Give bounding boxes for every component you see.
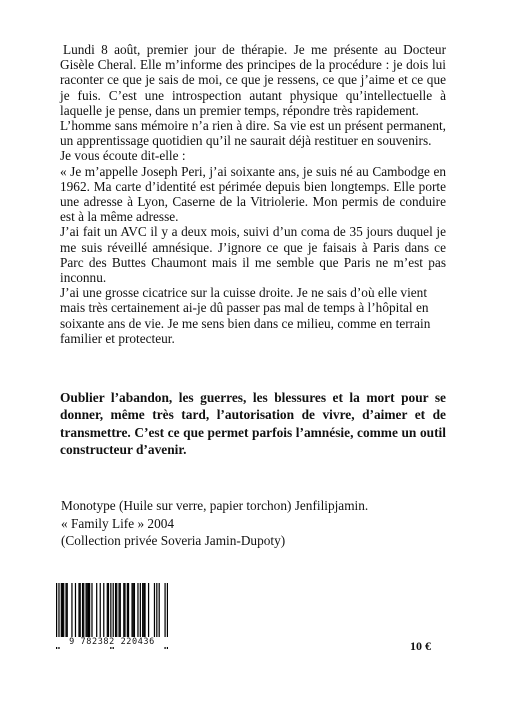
barcode-bar	[156, 583, 157, 638]
artwork-credits	[61, 497, 441, 550]
credit-line-collection: (Collection privée Soveria Jamin-Dupoty)	[61, 533, 286, 548]
barcode-bar	[96, 583, 97, 638]
barcode-bar	[80, 583, 81, 638]
barcode-bar	[61, 583, 62, 638]
barcode-bar	[108, 583, 109, 638]
barcode-bar	[85, 583, 86, 638]
barcode-bar	[137, 583, 138, 638]
barcode-bar	[123, 583, 124, 638]
barcode-bar	[67, 583, 68, 638]
barcode-bar	[75, 583, 76, 638]
barcode-bar	[133, 583, 134, 638]
barcode-bar	[63, 583, 64, 638]
paragraph-listen: Je vous écoute dit-elle :	[60, 148, 186, 164]
barcode-bar	[115, 583, 116, 638]
paragraph-identity: « Je m’appelle Joseph Peri, j’ai soixante ans, je suis né au Cambodge en 1962. Ma carte d’identité est périmée depuis bien longtemps. Elle porte une adresse à Lyon, Caserne de la Vitriolerie. Mon permis de conduire est à la même adresse.	[60, 163, 446, 225]
barcode-bar	[142, 583, 143, 638]
barcode-bar	[140, 583, 141, 638]
barcode-bar	[103, 583, 104, 638]
barcode-bar	[89, 583, 90, 638]
barcode-bar	[118, 583, 119, 638]
body-text	[60, 42, 446, 346]
barcode-bar	[134, 583, 135, 638]
paragraph-memory: L’homme sans mémoire n’a rien à dire. Sa vie est un présent permanent, un apprentissage quotidien qu’il ne saurait déjà restituer en souvenirs.	[60, 118, 446, 149]
price-label: 10 €	[410, 639, 431, 653]
isbn-number: 9 782382 220436	[56, 637, 168, 647]
credit-line-technique: Monotype (Huile sur verre, papier torchon) Jenfilipjamin.	[61, 498, 369, 513]
barcode-bar	[159, 583, 160, 638]
barcode-bar	[124, 583, 125, 638]
barcode-bar	[116, 583, 117, 638]
barcode-bar	[144, 583, 145, 638]
barcode-bar	[120, 583, 121, 638]
barcode-bar	[100, 583, 101, 638]
barcode-bar	[128, 583, 129, 638]
barcode-bar	[82, 583, 83, 638]
credit-line-title: « Family Life » 2004	[61, 515, 175, 531]
barcode-bar	[91, 583, 92, 638]
summary-text: Oublier l’abandon, les guerres, les blessures et la mort pour se donner, même très tard, l’autorisation de vivre, d’aimer et de transmettre. C’est ce que permet parfois l’amnésie, comme un outil constructeur d’avenir.	[60, 390, 446, 458]
barcode-bar	[83, 583, 84, 638]
barcode-bar	[65, 583, 66, 638]
barcode-bar	[143, 583, 144, 638]
barcode-bar	[87, 583, 88, 638]
barcode-bar	[88, 583, 89, 638]
barcode-bar	[71, 583, 72, 638]
barcode-bar	[127, 583, 128, 638]
paragraph-scar: J’ai une grosse cicatrice sur la cuisse droite. Je ne sais d’où elle vient mais très certainement ai-je dû passer pas mal de temps à l’hôpital en soixante ans de vie. Je me sens bien dans ce milieu, comme en terrain familier et protecteur.	[60, 285, 431, 346]
barcode-bar	[107, 583, 108, 638]
barcode-bar	[78, 583, 79, 638]
barcode-bar	[131, 583, 132, 638]
barcode-bar	[62, 583, 63, 638]
barcode-bar	[148, 583, 149, 638]
paragraph-avc: J’ai fait un AVC il y a deux mois, suivi d’un coma de 35 jours duquel je me suis réveillé amnésique. J’ignore ce que je faisais à Paris dans ce Parc des Buttes Chaumont mais il me semble que Paris ne m’est pas inconnu.	[60, 224, 446, 286]
barcode-bar	[154, 583, 155, 638]
paragraph-therapy: Lundi 8 août, premier jour de thérapie. Je me présente au Docteur Gisèle Cheral. Elle m’informe des principes de la procédure : je dois lui raconter ce que je sais de moi, ce que je ressens, ce que j’aime et ce que je fuis. C’est une introspection autant physique qu’intellectuelle à laquelle je pense, dans un premier temps, répondre très rapidement.	[60, 42, 446, 118]
